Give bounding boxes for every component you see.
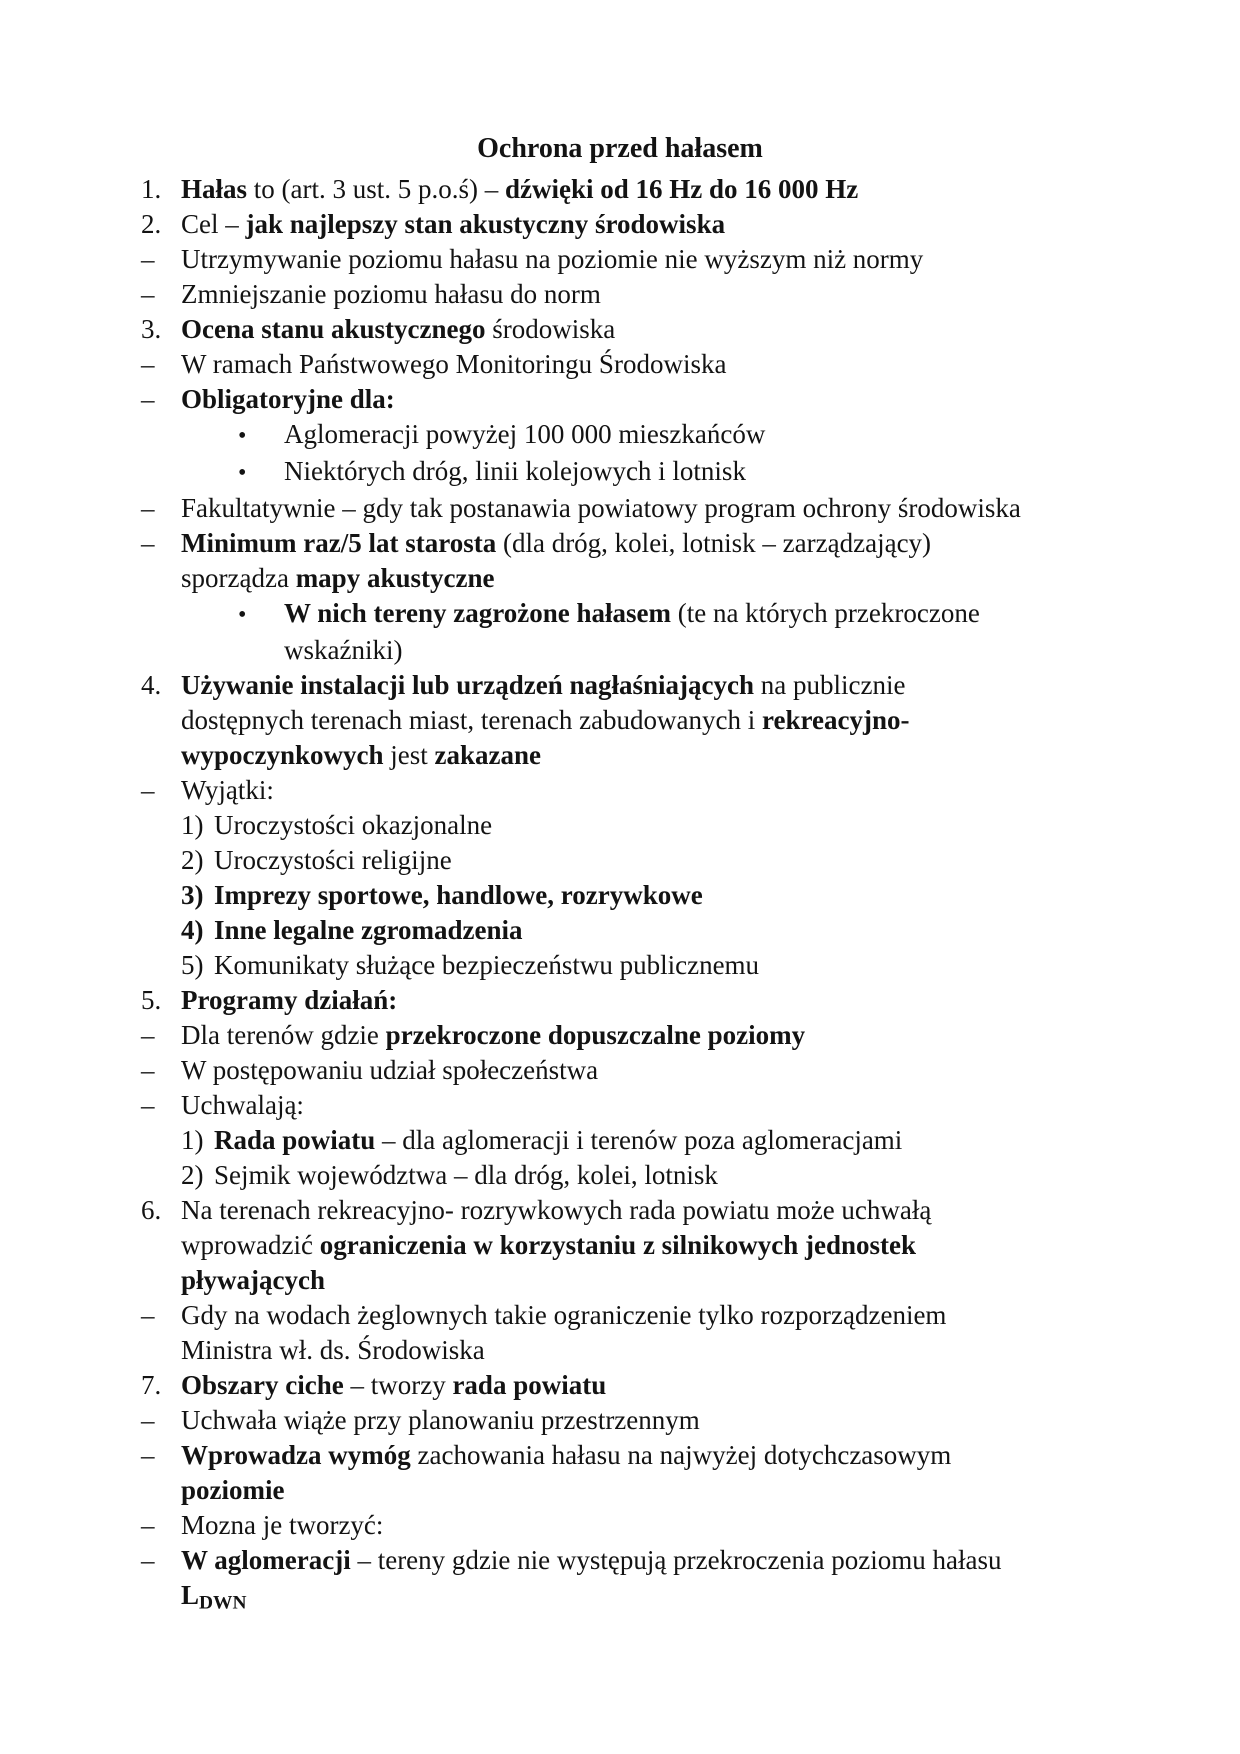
list-text: Uchwała wiąże przy planowaniu przestrzennym [181, 1405, 700, 1435]
list-marker: – [141, 1090, 155, 1120]
list-item [0, 526, 1240, 561]
list-item [0, 1578, 1240, 1620]
list-item [0, 1263, 1240, 1298]
list-text: Fakultatywnie – gdy tak postanawia powiatowy program ochrony środowiska [181, 493, 1021, 523]
list-item [0, 738, 1240, 773]
list-marker: – [141, 1055, 155, 1085]
list-text: Dla terenów gdzie przekroczone dopuszczalne poziomy [181, 1020, 806, 1050]
list-item [0, 1018, 1240, 1053]
list-marker: 2) [181, 845, 204, 875]
list-text: Sejmik województwa – dla dróg, kolei, lotnisk [214, 1160, 718, 1190]
list-item [0, 668, 1240, 703]
list-marker: 5) [181, 950, 204, 980]
list-marker: – [141, 1020, 155, 1050]
list-text: Utrzymywanie poziomu hałasu na poziomie nie wyższym niż normy [181, 244, 924, 274]
list-marker: 2) [181, 1160, 204, 1190]
list-marker: 3) [181, 880, 204, 910]
list-item [0, 1508, 1240, 1543]
list-item [0, 983, 1240, 1018]
list-marker: – [141, 1300, 155, 1330]
list-text: $L_{DWN}$ [181, 1580, 247, 1614]
list-item [0, 1543, 1240, 1578]
list-marker: – [141, 1545, 155, 1575]
list-marker: 1) [181, 1125, 204, 1155]
list-text: Hałas to (art. 3 ust. 5 p.o.ś) – dźwięki od 16 Hz do 16 000 Hz [181, 174, 859, 204]
list-item [0, 948, 1240, 983]
list-item [0, 843, 1240, 878]
list-item [0, 1333, 1240, 1368]
list-marker: – [141, 493, 155, 523]
list-item [0, 382, 1240, 417]
list-item [0, 242, 1240, 277]
list-item [0, 913, 1240, 948]
list-item [0, 312, 1240, 347]
list-marker: – [141, 1440, 155, 1470]
list-text: Ocena stanu akustycznego środowiska [181, 314, 616, 344]
list-text: Uroczystości okazjonalne [214, 810, 493, 840]
list-marker: 1) [181, 810, 204, 840]
list-text: Wprowadza wymóg zachowania hałasu na najwyżej dotychczasowym [181, 1440, 952, 1470]
list-item [0, 454, 1240, 491]
list-text: Obszary ciche – tworzy rada powiatu [181, 1370, 607, 1400]
list-marker: – [141, 1510, 155, 1540]
list-item [0, 1298, 1240, 1333]
list-text: Niektórych dróg, linii kolejowych i lotnisk [284, 456, 746, 486]
list-marker: 1. [141, 174, 162, 204]
list-marker: 2. [141, 209, 162, 239]
list-text: wypoczynkowych jest zakazane [181, 740, 541, 770]
list-text: W ramach Państwowego Monitoringu Środowiska [181, 349, 727, 379]
page-title: Ochrona przed hałasem [477, 133, 763, 164]
list-item [0, 1193, 1240, 1228]
list-text: poziomie [181, 1475, 285, 1505]
list-item [0, 1228, 1240, 1263]
list-text: W nich tereny zagrożone hałasem (te na których przekroczone [284, 598, 980, 628]
list-item [0, 172, 1240, 207]
list-marker: – [141, 244, 155, 274]
list-item [0, 1473, 1240, 1508]
list-item [0, 1158, 1240, 1193]
list-text: Inne legalne zgromadzenia [214, 915, 523, 945]
list-item [0, 703, 1240, 738]
list-marker: • [238, 423, 247, 449]
list-item [0, 1053, 1240, 1088]
list-text: Na terenach rekreacyjno- rozrywkowych rada powiatu może uchwałą [181, 1195, 932, 1225]
list-item [0, 561, 1240, 596]
list-item [0, 1438, 1240, 1473]
list-marker: 5. [141, 985, 162, 1015]
list-marker: 3. [141, 314, 162, 344]
list-text: dostępnych terenach miast, terenach zabudowanych i rekreacyjno- [181, 705, 910, 735]
list-text: wprowadzić ograniczenia w korzystaniu z silnikowych jednostek [181, 1230, 916, 1260]
list-text: sporządza mapy akustyczne [181, 563, 495, 593]
list-text: pływających [181, 1265, 325, 1295]
list-text: Ministra wł. ds. Środowiska [181, 1335, 485, 1365]
list-item [0, 1368, 1240, 1403]
list-item [0, 1403, 1240, 1438]
list-item [0, 417, 1240, 454]
list-text: Uroczystości religijne [214, 845, 452, 875]
list-marker: – [141, 279, 155, 309]
list-marker: – [141, 528, 155, 558]
list-marker: 4) [181, 915, 204, 945]
list-marker: – [141, 775, 155, 805]
list-item [0, 773, 1240, 808]
list-item [0, 1123, 1240, 1158]
list-text: Mozna je tworzyć: [181, 1510, 384, 1540]
list-item [0, 1088, 1240, 1123]
list-text: Programy działań: [181, 985, 398, 1015]
document-body [0, 170, 1240, 1620]
list-marker: • [238, 602, 247, 628]
list-text: Wyjątki: [181, 775, 274, 805]
list-text: Minimum raz/5 lat starosta (dla dróg, kolei, lotnisk – zarządzający) [181, 528, 932, 558]
list-marker: 7. [141, 1370, 162, 1400]
list-text: Uchwalają: [181, 1090, 304, 1120]
list-text: Komunikaty służące bezpieczeństwu publicznemu [214, 950, 760, 980]
list-marker: – [141, 349, 155, 379]
list-item [0, 808, 1240, 843]
list-marker: – [141, 384, 155, 414]
list-text: Gdy na wodach żeglownych takie ograniczenie tylko rozporządzeniem [181, 1300, 947, 1330]
list-text: Zmniejszanie poziomu hałasu do norm [181, 279, 601, 309]
list-item [0, 878, 1240, 913]
list-marker: 4. [141, 670, 162, 700]
list-text: W postępowaniu udział społeczeństwa [181, 1055, 599, 1085]
list-text: Aglomeracji powyżej 100 000 mieszkańców [284, 419, 766, 449]
list-text: Cel – jak najlepszy stan akustyczny środowiska [181, 209, 726, 239]
list-text: Imprezy sportowe, handlowe, rozrywkowe [214, 880, 703, 910]
list-text: Rada powiatu – dla aglomeracji i terenów poza aglomeracjami [214, 1125, 903, 1155]
list-item [0, 633, 1240, 668]
list-text: wskaźniki) [284, 635, 403, 665]
list-item [0, 207, 1240, 242]
list-item [0, 347, 1240, 382]
list-marker: – [141, 1405, 155, 1435]
list-marker: 6. [141, 1195, 162, 1225]
list-item [0, 596, 1240, 633]
list-text: Obligatoryjne dla: [181, 384, 395, 414]
list-item [0, 277, 1240, 312]
list-text: W aglomeracji – tereny gdzie nie występują przekroczenia poziomu hałasu [181, 1545, 1002, 1575]
list-item [0, 491, 1240, 526]
list-text: Używanie instalacji lub urządzeń nagłaśniających na publicznie [181, 670, 906, 700]
list-marker: • [238, 460, 247, 486]
